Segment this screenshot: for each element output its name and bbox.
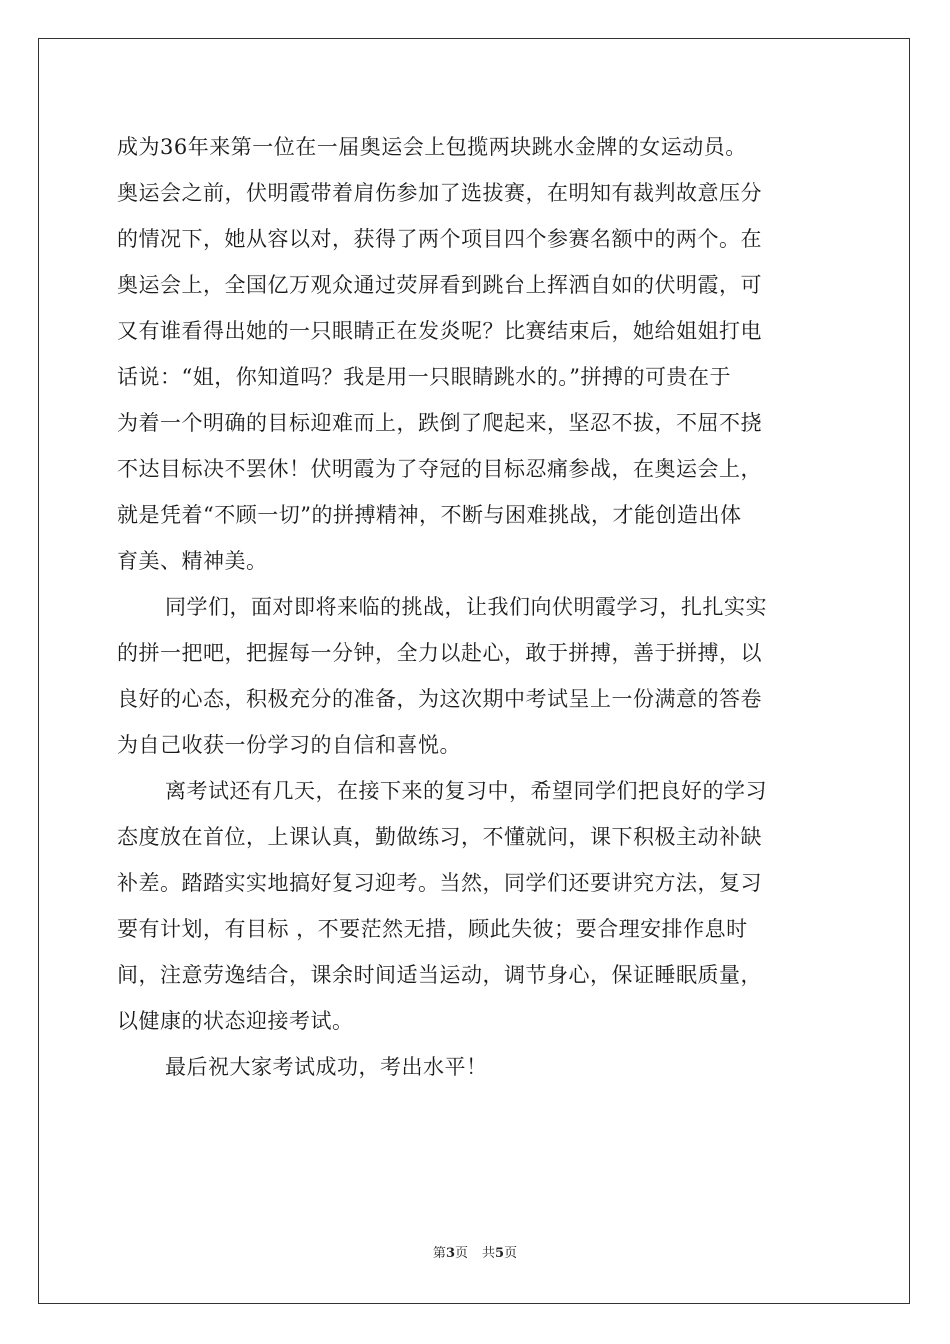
text-line: 的拼一把吧，把握每一分钟，全力以赴心，敢于拼搏，善于拼搏，以 [117,641,762,665]
text-line: 话说：“姐，你知道吗？我是用一只眼睛跳水的。”拼搏的可贵在于 [117,365,731,389]
page-suffix: 页 [454,1246,468,1261]
text-line: 态度放在首位，上课认真，勤做练习，不懂就问，课下积极主动补缺 [117,825,762,849]
text-line: 良好的心态，积极充分的准备，为这次期中考试呈上一份满意的答卷 [117,687,762,711]
text-line: 间，注意劳逸结合，课余时间适当运动，调节身心，保证睡眠质量， [117,963,762,987]
paragraph-start-line: 最后祝大家考试成功，考出水平！ [165,1055,488,1079]
text-line: 奥运会之前，伏明霞带着肩伤参加了选拔赛，在明知有裁判故意压分 [117,181,762,205]
current-page-number: 3 [445,1246,455,1261]
text-line: 为着一个明确的目标迎难而上，跌倒了爬起来，坚忍不拔，不屈不挠 [117,411,762,435]
paragraph-start-line: 离考试还有几天，在接下来的复习中，希望同学们把良好的学习 [165,779,767,803]
total-page-number: 5 [495,1246,505,1261]
text-line: 不达目标决不罢休！伏明霞为了夺冠的目标忍痛参战，在奥运会上， [117,457,762,481]
text-line: 补差。踏踏实实地搞好复习迎考。当然，同学们还要讲究方法，复习 [117,871,762,895]
total-suffix: 页 [504,1246,518,1261]
paragraph-start-line: 同学们，面对即将来临的挑战，让我们向伏明霞学习，扎扎实实 [165,595,767,619]
text-line: 奥运会上，全国亿万观众通过荧屏看到跳台上挥洒自如的伏明霞，可 [117,273,762,297]
text-line: 以健康的状态迎接考试。 [117,1009,354,1033]
text-line: 成为36年来第一位在一届奥运会上包揽两块跳水金牌的女运动员。 [117,135,747,159]
text-line: 的情况下，她从容以对，获得了两个项目四个参赛名额中的两个。在 [117,227,762,251]
page-footer [0,1242,950,1261]
text-line: 要有计划，有目标 ，不要茫然无措，顾此失彼；要合理安排作息时 [117,917,748,941]
text-line: 就是凭着“不顾一切”的拼搏精神，不断与困难挑战，才能创造出体 [117,503,742,527]
page-prefix: 第 [432,1246,446,1261]
text-line: 又有谁看得出她的一只眼睛正在发炎呢？比赛结束后，她给姐姐打电 [117,319,762,343]
text-line: 育美、精神美。 [117,549,268,573]
total-prefix: 共 [482,1246,496,1261]
document-body [117,124,833,1090]
text-line: 为自己收获一份学习的自信和喜悦。 [117,733,461,757]
